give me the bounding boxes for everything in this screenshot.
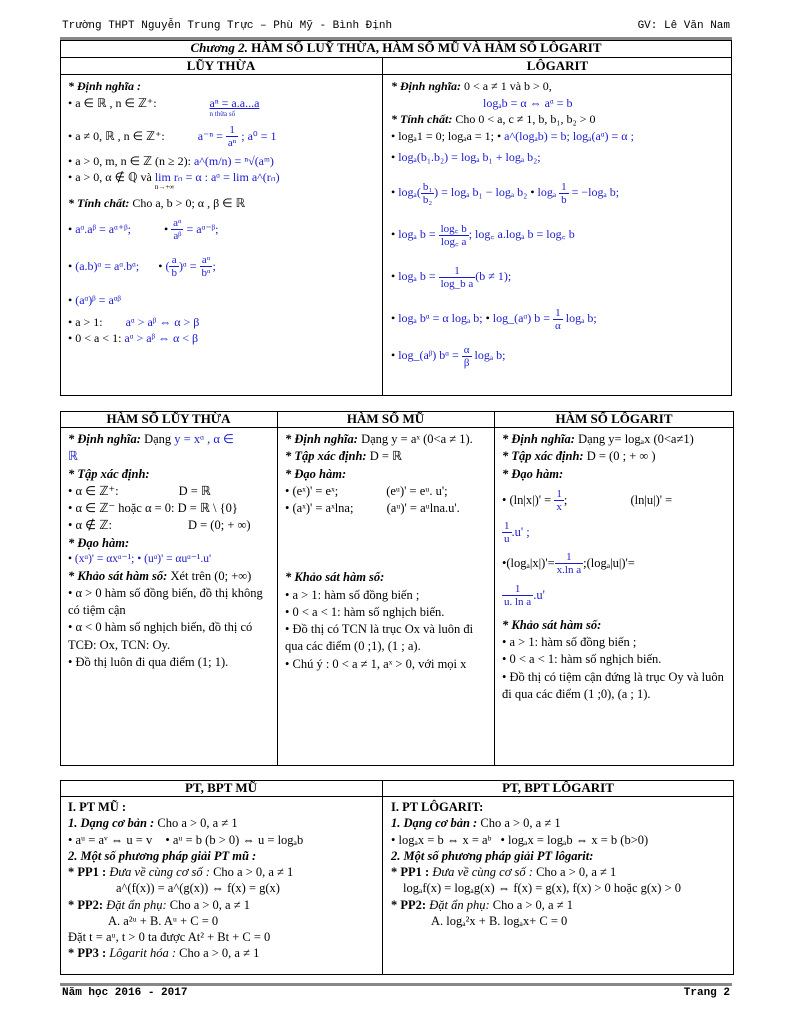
c1-t1-b: D = ℝ [178, 483, 211, 498]
column-divider [382, 58, 383, 396]
c3-d4-num: 1 [502, 583, 533, 596]
c1-def-text: Dạng [144, 432, 172, 446]
log-r3-b: ) = logₐ b₁ − logₐ b₂ [434, 185, 528, 200]
property-text: Cho a, b > 0; α , β ∈ ℝ [132, 196, 246, 211]
c1-survey-label: * Khảo sát hàm số: [68, 568, 168, 583]
s3r-pp2-text: Đặt ẩn phụ: [429, 897, 490, 912]
log-r7-b: logₐ b; [474, 348, 506, 363]
log-r7-a: log_(aᵝ) bᵅ = [398, 348, 459, 363]
c2-def-label: * Định nghĩa: [285, 432, 358, 446]
c3-d1-a: • (ln|x|)' = [502, 492, 552, 507]
school-name: Trường THPT Nguyễn Trung Trực – Phù Mỹ - Bình Định [62, 20, 393, 32]
prop2-rest: = aᵅ⁻ᵝ; [186, 221, 219, 236]
log-def-label: * Định nghĩa: [391, 79, 462, 93]
log-r6-num: 1 [553, 307, 563, 320]
log-r1-formula: a^(logₐb) = b; logₐ(aᵅ) = α ; [504, 128, 634, 143]
chapter-title [60, 40, 732, 57]
c3-d3-b: ;(logₐ|u|)'= [583, 555, 635, 570]
s3r-l1-b: • logₐx = logₐb ⇔ x = b (b>0) [500, 832, 649, 847]
s3l-pp1-text: Đưa về cùng cơ số : [109, 865, 210, 879]
c3-deriv-label: * Đạo hàm: [502, 466, 564, 481]
log-r4-a: logₐ b = [398, 227, 436, 242]
s3r-h1: I. PT LÔGARIT: [391, 800, 484, 814]
log-r5-den: log_b a [440, 277, 474, 290]
school-year: Năm học 2016 - 2017 [62, 987, 188, 999]
luythua-content: * Định nghĩa : • a ∈ ℝ , n ∈ ℤ⁺: aⁿ = a.a...a n thừa số • a ≠ 0, ℝ , n ∈ ℤ⁺: a⁻ⁿ = $\frac{1}{\text{aⁿ}}$ ; a⁰ = 1 • a > 0, m, n ∈ ℤ (n ≥ 2): a^(m/n) = ⁿ√(aᵐ) • a > 0, α ∉ ℚ và lim rₙ = α : aᵅ = lim a^(rₙ) n→+∞ * Tính chất: Cho a, b > 0; α , β ∈ ℝ • aᵅ.aᵝ = aᵅ⁺ᵝ; • $\frac{\text{aᵅ}}{\text{aᵝ}}$ = aᵅ⁻ᵝ; • (a.b)ᵅ = aᵅ.bᵅ; • ( $\frac{a}{b}$ )ᵅ = $\frac{\text{aᵅ}}{\text{bᵅ}}$ ; • (aᵅ)ᵝ = aᵅᵝ • a > 1: aᵅ > aᵝ ⇔ α > β • 0 < a < 1: aᵅ > aᵝ ⇔ α < β [68, 79, 280, 346]
s3r-h2: 1. Dạng cơ bản : [391, 816, 478, 831]
log-r1-text: • logₐ1 = 0; logₐa = 1; • [391, 128, 502, 143]
c1-def-label: * Định nghĩa: [68, 432, 141, 446]
prop4-lnum: a [169, 254, 179, 267]
log-r2-formula: logₐ(b₁.b₂) = logₐ b₁ + logₐ b₂; [398, 150, 541, 165]
c2-d1-b: (eᵘ)' = eᵘ. u'; [386, 483, 448, 498]
c1-deriv-formula: (xᵅ)' = αxᵅ⁻¹; • (uᵅ)' = αuᵅ⁻¹.u' [74, 552, 212, 565]
c3-k3: • Đồ thị có tiệm cận đứng là trục Oy và luôn đi qua các điểm (1 ;0), (a ; 1). [502, 669, 724, 701]
c3-d1-b: (ln|u|)' = [630, 492, 673, 507]
log-r7-num: α [463, 343, 470, 356]
s3r-pp1-cond: Cho a > 0, a ≠ 1 [536, 865, 617, 879]
s3l-h2-text: Cho a > 0, a ≠ 1 [157, 816, 238, 831]
log-r3-a: logₐ( [398, 185, 421, 200]
s3l-pp2-cond: Cho a > 0, a ≠ 1 [169, 897, 250, 912]
prop6-label: • a > 1: [68, 314, 103, 329]
log-r6-den: α [554, 319, 561, 332]
prop7-formula: aᵅ > aᵝ ⇔ α < β [124, 331, 199, 346]
log-def-text: 0 < a ≠ 1 và b > 0, [464, 79, 552, 93]
log-r5-num: 1 [439, 265, 476, 278]
ham-luythua-content: * Định nghĩa: Dạng y = xᵅ , α ∈ ℝ * Tập xác định: • α ∈ ℤ⁺: D = ℝ • α ∈ ℤ⁻ hoặc α = 0: D = ℝ \ {0} • α ∉ ℤ: D = (0; + ∞) * Đạo hàm: • (xᵅ)' = αxᵅ⁻¹; • (uᵅ)' = αuᵅ⁻¹.u' * Khảo sát hàm số: Xét trên (0; +∞) • α > 0 hàm số đồng biến, đồ thị không có tiệm cận • α < 0 hàm số nghịch biến, đồ thị có TCĐ: Ox, TCN: Oy. • Đồ thị luôn đi qua điểm (1; 1). [62, 429, 276, 764]
property-label: * Tính chất: [68, 196, 130, 211]
log-r3-d: = −logₐ b; [571, 185, 620, 200]
s3l-h2: 1. Dạng cơ bản : [68, 816, 155, 831]
def1-formula: aⁿ = a.a...a [209, 95, 260, 110]
prop2-num: aᵅ [173, 217, 182, 230]
c1-t3-b: D = (0; + ∞) [187, 518, 251, 533]
log-r6-a: logₐ bᵅ = α logₐ b; [398, 311, 483, 326]
c3-domain-text: D = (0 ; + ∞ ) [586, 449, 656, 464]
c3-def-text: Dạng y= logₐx (0<a≠1) [578, 432, 694, 446]
c1-def-formula: y = xᵅ , α ∈ [174, 432, 234, 446]
def3-formula: a^(m/n) = ⁿ√(aᵐ) [193, 153, 274, 168]
s3l-pp2-text: Đặt ẩn phụ: [106, 897, 167, 912]
page-number: Trang 2 [683, 987, 730, 999]
def1-text: • a ∈ ℝ , n ∈ ℤ⁺: [68, 95, 157, 110]
def3-text: • a > 0, m, n ∈ ℤ (n ≥ 2): [68, 153, 191, 168]
c3-k2: • 0 < a < 1: hàm số nghịch biến. [502, 652, 662, 667]
log-r5-b: (b ≠ 1); [475, 269, 512, 284]
s3l-h3: 2. Một số phương pháp giải PT mũ : [68, 848, 257, 863]
log-r3-c: logₐ [537, 185, 557, 200]
c2-d2-b: (aᵘ)' = aᵘlna.u'. [386, 501, 460, 515]
log-r5-a: logₐ b = [398, 269, 436, 284]
c2-d2-a: • (aˣ)' = aˣlna; [285, 501, 354, 515]
s3r-pp1-eq: logₐf(x) = logₐg(x) ⇔ f(x) = g(x), f(x) > 0 hoặc g(x) > 0 [403, 881, 682, 896]
log-r3-num: b₁ [422, 180, 433, 193]
c3-d2-den: u [504, 533, 510, 546]
def4-formula: lim rₙ = α : aᵅ = lim a^(rₙ) [154, 170, 280, 185]
s3l-pp1-label: * PP1 : [68, 865, 107, 879]
c1-t2: • α ∈ ℤ⁻ hoặc α = 0: D = ℝ \ {0} [68, 501, 238, 515]
s3r-pp1-text: Đưa về cùng cơ số : [432, 865, 533, 879]
def4-limit-note: n→+∞ [154, 183, 175, 192]
ham-mu-content [279, 429, 493, 764]
chapter-heading: HÀM SỐ LUỸ THỪA, HÀM SỐ MŨ VÀ HÀM SỐ LÔGARIT [251, 40, 602, 55]
col-title-ham-luythua: HÀM SỐ LŨY THỪA [60, 411, 277, 428]
prop4-lden: b [171, 267, 177, 280]
c2-domain-label: * Tập xác định: [285, 449, 367, 464]
s3l-pp3-cond: Cho a > 0, a ≠ 1 [179, 946, 260, 961]
s3r-l1-a: • logₐx = b ⇔ x = aᵇ [391, 832, 492, 847]
prop6-formula: aᵅ > aᵝ ⇔ α > β [125, 314, 200, 329]
c3-d3-a: •(logₐ|x|)'= [502, 555, 555, 570]
def2-formula-b: ; a⁰ = 1 [241, 128, 277, 143]
c2-def-text: Dạng y = aˣ (0<a ≠ 1). [361, 432, 473, 446]
c1-domain-label: * Tập xác định: [68, 466, 150, 481]
log-r4-num: log꜀ b [440, 222, 467, 235]
col-title-luythua: LŨY THỪA [60, 58, 382, 75]
c3-d3-den: x.ln a [556, 564, 582, 577]
s3l-pp1-cond: Cho a > 0, a ≠ 1 [213, 865, 294, 879]
c2-k2: • 0 < a < 1: hàm số nghịch biến. [285, 604, 445, 619]
s3l-pp2-sub: Đặt t = aᵘ, t > 0 ta được At² + Bt + C = 0 [68, 930, 271, 944]
column-divider [494, 411, 495, 766]
pt-mu-content [62, 797, 382, 973]
column-divider [277, 411, 278, 766]
s3l-pp1-eq: a^(f(x)) = a^(g(x)) ⇔ f(x) = g(x) [116, 881, 280, 896]
log-r6-c: logₐ b; [565, 311, 597, 326]
chapter-prefix: Chương 2. [190, 40, 248, 55]
log-prop-text: Cho 0 < a, c ≠ 1, b, b₁, b₂ > 0 [455, 112, 596, 127]
s3r-h2-text: Cho a > 0, a ≠ 1 [480, 816, 561, 831]
c1-t3-a: • α ∉ ℤ: [68, 518, 112, 533]
log-r3-num2: 1 [561, 180, 567, 193]
ham-logarit-content: * Định nghĩa: Dạng y= logₐx (0<a≠1) * Tập xác định: D = (0 ; + ∞ ) * Đạo hàm: • (ln|x|)' = $\frac{1}{x}$ ; (ln|u|)' = $\frac{1}{u}$ .u' ; •(logₐ|x|)'= $\frac{1}{\text{x.ln a}}$ ;(logₐ|u|)'= $\frac{1}{\text{u. ln a}}$ .u' * Khảo sát hàm số: • a > 1: hàm số đồng biến ; • 0 < a < 1: hàm số nghịch biến. • Đồ thị có tiệm cận đứng là trục Oy và luôn đi qua các điểm (1 ;0), (a ; 1). [496, 429, 733, 764]
c3-d4-b: .u' [533, 587, 545, 602]
prop1-formula: aᵅ.aᵝ = aᵅ⁺ᵝ; [75, 221, 131, 236]
s3l-l1-a: • aᵘ = aᵛ ⇔ u = v [68, 832, 153, 847]
col-title-ham-logarit: HÀM SỐ LÔGARIT [494, 411, 734, 428]
log-r7-den: β [463, 356, 470, 369]
log-r4-den: log꜀ a [440, 235, 467, 248]
c1-def-formula-2: ℝ [68, 449, 78, 464]
s3l-pp2-eq: A. a²ᵘ + B. Aᵘ + C = 0 [108, 913, 219, 928]
c1-t1-a: • α ∈ ℤ⁺: [68, 483, 119, 498]
page-footer [62, 987, 730, 1003]
c1-k3: • Đồ thị luôn đi qua điểm (1; 1). [68, 654, 229, 669]
def4-text: • a > 0, α ∉ ℚ và [68, 170, 152, 185]
c1-survey-text: Xét trên (0; +∞) [170, 568, 252, 583]
s3r-pp2-cond: Cho a > 0, a ≠ 1 [492, 897, 573, 912]
column-divider [382, 780, 383, 975]
log-def-formula: logₐb = α ⇔ aᵅ = b [483, 95, 573, 110]
s3r-h3: 2. Một số phương pháp giải PT lôgarit: [391, 848, 594, 863]
c2-k4: • Chú ý : 0 < a ≠ 1, aˣ > 0, với mọi x [285, 656, 467, 671]
prop4-mid: )ᵅ = [178, 258, 197, 273]
s3l-l1-b: • aᵘ = b (b > 0) ⇔ u = logₐb [165, 832, 304, 847]
s3l-h1: I. PT MŨ : [68, 800, 127, 814]
c2-domain-text: D = ℝ [369, 449, 402, 464]
c3-d2-b: .u' ; [511, 524, 530, 539]
c1-k2: • α < 0 hàm số nghịch biến, đồ thị có TCĐ: Ox, TCN: Oy. [68, 620, 253, 652]
s3l-pp2-label: * PP2: [68, 897, 104, 912]
c2-d1-a: • (eˣ)' = eˣ; [285, 483, 339, 498]
s3l-pp3-label: * PP3 : [68, 946, 107, 961]
prop4-rden: bᵅ [201, 267, 211, 280]
c2-deriv-label: * Đạo hàm: [285, 466, 347, 481]
col-title-logarit: LÔGARIT [383, 58, 732, 75]
def2-text: • a ≠ 0, ℝ , n ∈ ℤ⁺: [68, 128, 165, 143]
prop3-formula: (a.b)ᵅ = aᵅ.bᵅ; [75, 258, 140, 273]
def2-den: aⁿ [227, 137, 237, 150]
c2-survey-label: * Khảo sát hàm số: [285, 570, 385, 585]
log-r6-b: log_(aᵅ) b = [492, 311, 550, 326]
c3-domain-label: * Tập xác định: [502, 449, 584, 464]
log-r3-den2: b [561, 193, 567, 206]
s3r-pp2-eq: A. logₐ²x + B. logₐx+ C = 0 [431, 913, 568, 928]
prop2-den: aᵝ [173, 230, 182, 243]
log-r4-b: ; log꜀ a.logₐ b = log꜀ b [468, 227, 575, 242]
prop4-rnum: aᵅ [200, 254, 213, 267]
c3-d3-num: 1 [555, 551, 583, 564]
pt-logarit-content [385, 797, 733, 973]
s3l-pp3-text: Lôgarit hóa : [109, 946, 176, 961]
page-header [62, 20, 730, 36]
def1-note: n thừa số [209, 109, 236, 118]
c3-def-label: * Định nghĩa: [502, 432, 575, 446]
c3-survey-label: * Khảo sát hàm số: [502, 617, 602, 632]
footer-divider [60, 983, 732, 986]
c3-d1-den: x [556, 501, 562, 514]
col-title-pt-logarit: PT, BPT LÔGARIT [382, 780, 734, 797]
col-title-ham-mu: HÀM SỐ MŨ [277, 411, 494, 428]
c3-d1-num: 1 [556, 488, 562, 501]
col-title-pt-mu: PT, BPT MŨ [60, 780, 382, 797]
prop5-formula: (aᵅ)ᵝ = aᵅᵝ [75, 292, 121, 307]
c3-k1: • a > 1: hàm số đồng biến ; [502, 635, 637, 649]
c1-deriv-label: * Đạo hàm: [68, 535, 130, 550]
def2-formula-a: a⁻ⁿ = [197, 128, 223, 143]
c2-k3: • Đồ thị có TCN là trục Ox và luôn đi qua các điểm (0 ;1), (1 ; a). [285, 622, 474, 654]
logarit-content: * Định nghĩa: 0 < a ≠ 1 và b > 0, logₐb = α ⇔ aᵅ = b * Tính chất: Cho 0 < a, c ≠ 1, b, b₁, b₂ > 0 • logₐ1 = 0; logₐa = 1; • a^(logₐb) = b; logₐ(aᵅ) = α ; • logₐ(b₁.b₂) = logₐ b₁ + logₐ b₂; • logₐ( $\frac{\text{b₁}}{\text{b₂}}$ ) = logₐ b₁ − logₐ b₂ • logₐ $\frac{1}{b}$ = −logₐ b; • logₐ b = $\frac{\log꜀ b}{\log꜀ a}$ ; log꜀ a.logₐ b = log꜀ b • logₐ b = $\frac{1}{\text{log\_b a}}$ (b ≠ 1); • logₐ bᵅ = α logₐ b; • log_(aᵅ) b = $\frac{1}{\alpha}$ logₐ b; • log_(aᵝ) bᵅ = $\frac{\alpha}{\beta}$ logₐ b; [391, 79, 634, 369]
prop7-label: • 0 < a < 1: [68, 331, 122, 346]
def2-num: 1 [226, 124, 238, 137]
c1-k1: • α > 0 hàm số đồng biến, đồ thị không có tiệm cận [68, 585, 263, 618]
c3-d4-den: u. ln a [504, 596, 532, 609]
s3r-pp2-label: * PP2: [391, 897, 427, 912]
teacher-name: GV: Lê Văn Nam [637, 20, 730, 32]
c2-k1: • a > 1: hàm số đồng biến ; [285, 587, 420, 602]
log-prop-label: * Tính chất: [391, 112, 453, 127]
definition-label: * Định nghĩa : [68, 79, 142, 93]
s3r-pp1-label: * PP1 : [391, 865, 430, 879]
log-r3-den: b₂ [422, 193, 433, 206]
c3-d2-num: 1 [504, 520, 510, 533]
